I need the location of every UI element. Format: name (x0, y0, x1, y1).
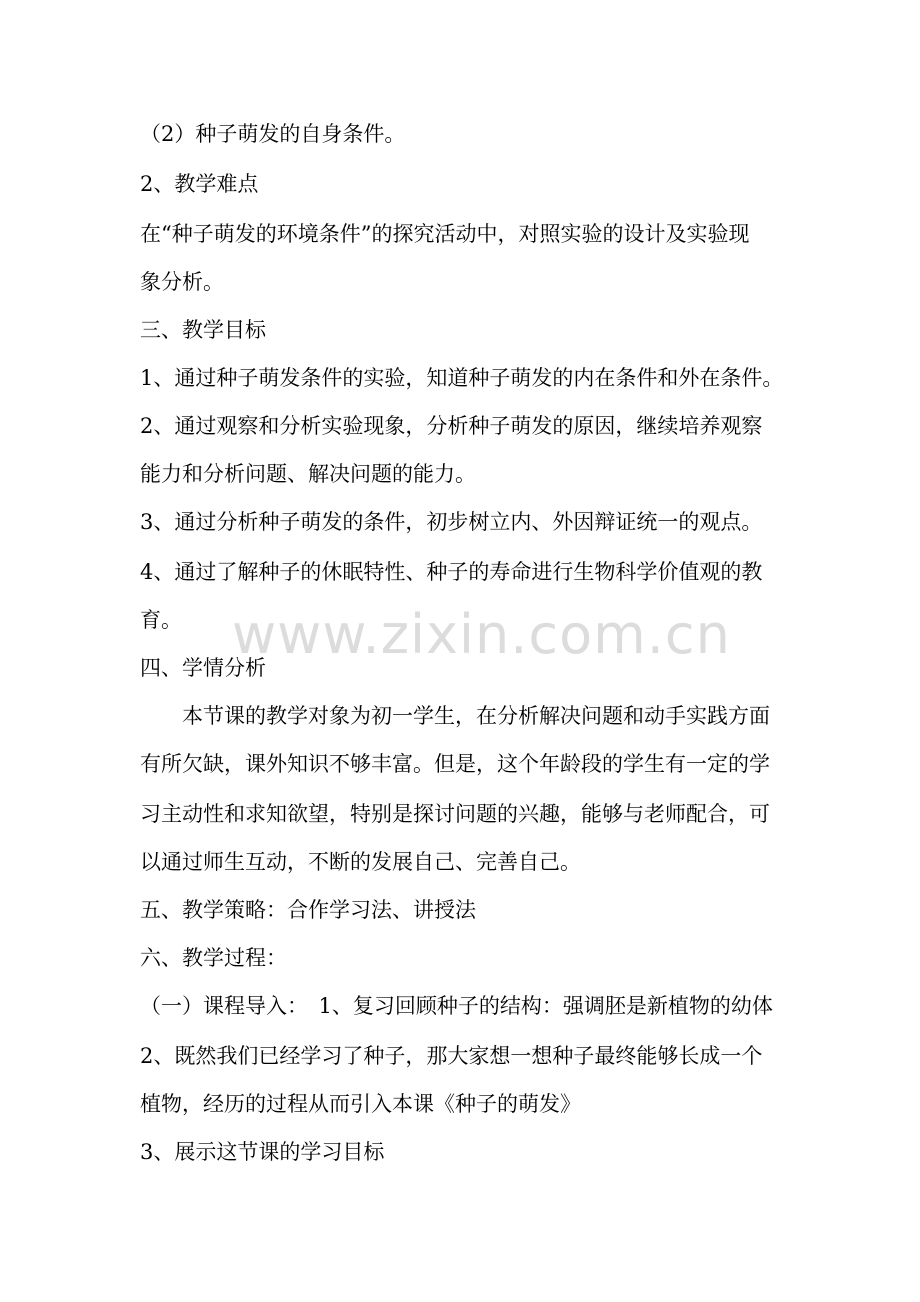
text-line-analysis-3: 习主动性和求知欲望，特别是探讨问题的兴趣，能够与老师配合，可 (140, 802, 770, 826)
text-line-intro: （一）课程导入： 1、复习回顾种子的结构：强调胚是新植物的幼体 (140, 994, 773, 1018)
text-line-analysis-1: 本节课的教学对象为初一学生，在分析解决问题和动手实践方面 (182, 704, 770, 728)
text-line-goal-4: 4、通过了解种子的休眠特性、种子的寿命进行生物科学价值观的教 (140, 560, 763, 584)
heading-teaching-goals: 三、教学目标 (140, 318, 266, 342)
text-line-difficulty-2: 象分析。 (140, 270, 224, 294)
text-line-goal-1: 1、通过种子萌发条件的实验，知道种子萌发的内在条件和外在条件。 (140, 366, 784, 390)
heading-teaching-difficulty: 2、教学难点 (140, 172, 259, 196)
text-line-goal-4-cont: 育。 (140, 608, 182, 632)
watermark-text: www.zixin.com.cn (232, 603, 731, 666)
text-line-process-2: 2、既然我们已经学习了种子，那大家想一想种子最终能够长成一个 (140, 1044, 763, 1068)
text-line-goal-3: 3、通过分析种子萌发的条件，初步树立内、外因辩证统一的观点。 (140, 510, 763, 534)
text-line-difficulty-1: 在“种子萌发的环境条件”的探究活动中，对照实验的设计及实验现 (140, 222, 750, 246)
heading-student-analysis: 四、学情分析 (140, 656, 266, 680)
text-line-analysis-4: 以通过师生互动，不断的发展自己、完善自己。 (140, 850, 581, 874)
text-line-goal-2-cont: 能力和分析问题、解决问题的能力。 (140, 462, 476, 486)
heading-teaching-process: 六、教学过程： (140, 946, 287, 970)
text-line-condition-self: （2）种子萌发的自身条件。 (140, 122, 406, 146)
text-line-analysis-2: 有所欠缺，课外知识不够丰富。但是，这个年龄段的学生有一定的学 (140, 752, 770, 776)
text-line-process-2-cont: 植物，经历的过程从而引入本课《种子的萌发》 (140, 1092, 581, 1116)
text-line-goal-2: 2、通过观察和分析实验现象，分析种子萌发的原因，继续培养观察 (140, 414, 763, 438)
heading-teaching-strategy: 五、教学策略：合作学习法、讲授法 (140, 898, 476, 922)
text-line-process-3: 3、展示这节课的学习目标 (140, 1140, 385, 1164)
